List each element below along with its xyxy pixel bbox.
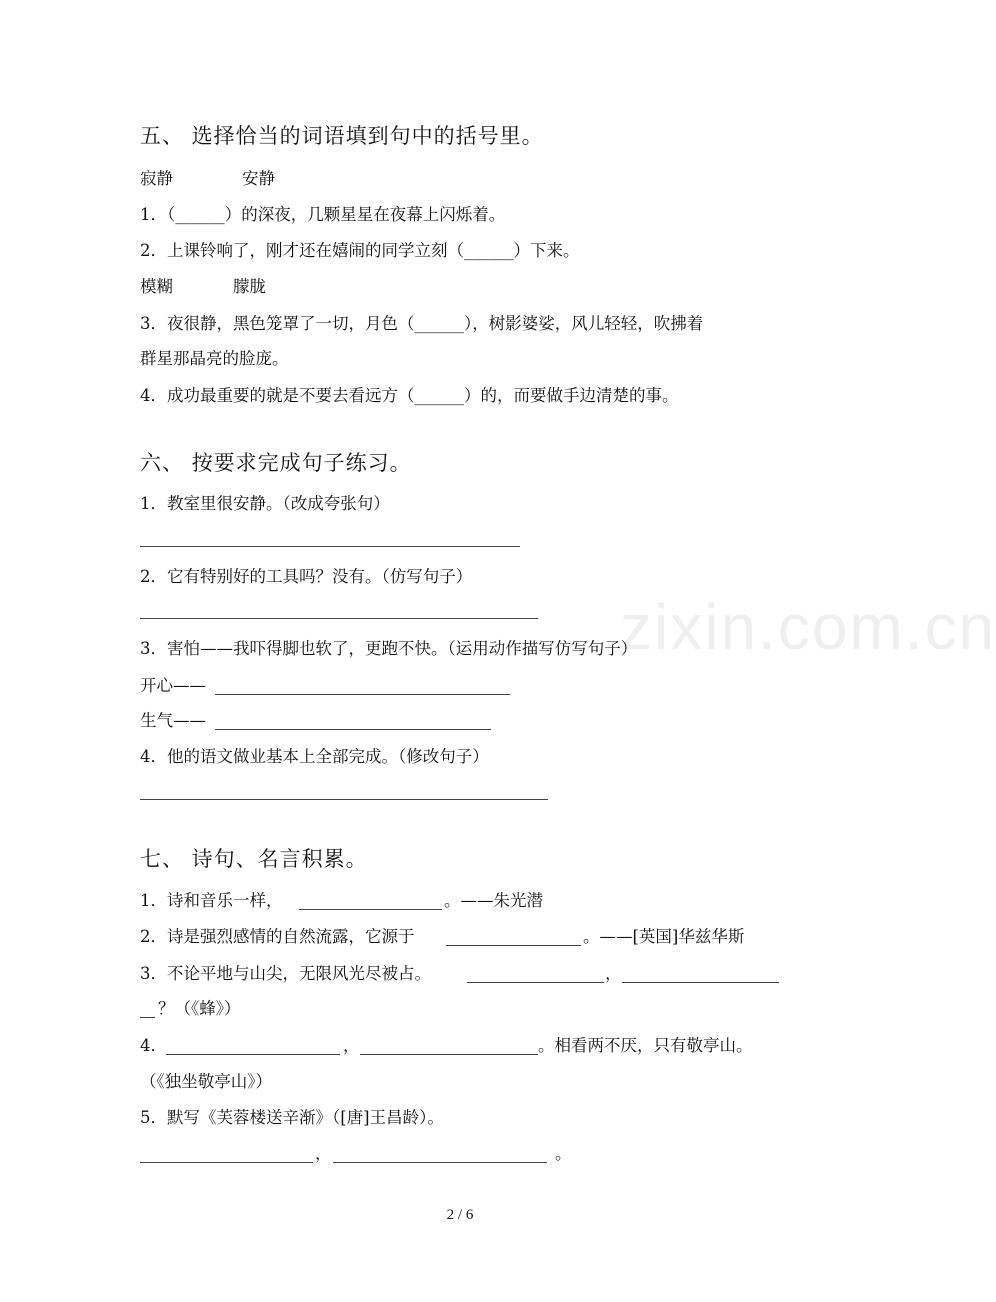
section-7-title: 七、 诗句、名言积累。 bbox=[140, 847, 368, 871]
answer-line[interactable] bbox=[140, 546, 520, 547]
question-6-1: 1．教室里很安静。（改成夸张句） bbox=[140, 494, 390, 513]
comma: ， bbox=[605, 964, 622, 983]
section-6-title: 六、 按要求完成句子练习。 bbox=[140, 451, 412, 475]
question-7-2-source: 。——[英国]华兹华斯 bbox=[583, 927, 745, 946]
answer-line[interactable] bbox=[166, 1054, 340, 1055]
page-number: 2 / 6 bbox=[446, 1207, 474, 1223]
answer-line[interactable] bbox=[140, 1162, 313, 1163]
comma: ， bbox=[343, 1036, 360, 1055]
word-option: 寂静 bbox=[140, 169, 173, 188]
question-6-2: 2．它有特别好的工具吗？没有。（仿写句子） bbox=[140, 567, 473, 586]
question-6-3-angry: 生气—— bbox=[140, 711, 206, 730]
word-option: 安静 bbox=[242, 169, 275, 188]
question-7-3: 3．不论平地与山尖，无限风光尽被占。 bbox=[140, 964, 431, 983]
watermark: zixin.com.cn bbox=[620, 591, 996, 663]
answer-line[interactable] bbox=[622, 982, 779, 983]
question-7-1: 1．诗和音乐一样， bbox=[140, 891, 283, 910]
answer-line[interactable] bbox=[467, 982, 604, 983]
answer-line[interactable] bbox=[140, 618, 538, 619]
answer-line[interactable] bbox=[360, 1054, 538, 1055]
section-5-title: 五、 选择恰当的词语填到句中的括号里。 bbox=[140, 124, 544, 148]
question-5-2: 2．上课铃响了，刚才还在嬉闹的同学立刻（______）下来。 bbox=[140, 241, 580, 260]
word-option: 朦胧 bbox=[233, 277, 266, 296]
answer-line[interactable] bbox=[140, 1017, 155, 1018]
answer-line[interactable] bbox=[333, 1162, 547, 1163]
question-6-3: 3．害怕——我吓得脚也软了，更跑不快。（运用动作描写仿写句子） bbox=[140, 639, 638, 658]
answer-line[interactable] bbox=[299, 909, 442, 910]
question-7-3-source: ？（《蜂》） bbox=[158, 999, 241, 1018]
answer-line[interactable] bbox=[446, 945, 581, 946]
answer-line[interactable] bbox=[215, 729, 491, 730]
period: 。 bbox=[555, 1144, 572, 1163]
question-7-1-source: 。——朱光潜 bbox=[444, 891, 543, 910]
question-5-1: 1．（______）的深夜，几颗星星在夜幕上闪烁着。 bbox=[140, 205, 506, 224]
question-7-5: 5．默写《芙蓉楼送辛渐》（[唐]王昌龄）。 bbox=[140, 1108, 444, 1127]
question-5-4: 4．成功最重要的就是不要去看远方（______）的，而要做手边清楚的事。 bbox=[140, 386, 679, 405]
word-option: 模糊 bbox=[140, 277, 173, 296]
question-7-4-source: （《独坐敬亭山》） bbox=[140, 1072, 272, 1091]
comma: ， bbox=[315, 1144, 332, 1163]
question-5-3-cont: 群星那晶亮的脸庞。 bbox=[140, 349, 289, 368]
answer-line[interactable] bbox=[215, 694, 510, 695]
question-7-2: 2．诗是强烈感情的自然流露，它源于 bbox=[140, 927, 415, 946]
question-7-4: 4． bbox=[140, 1036, 167, 1055]
question-7-4-text: 。相看两不厌，只有敬亭山。 bbox=[538, 1036, 753, 1055]
question-6-4: 4．他的语文做业基本上全部完成。（修改句子） bbox=[140, 747, 489, 766]
answer-line[interactable] bbox=[140, 799, 548, 800]
question-5-3: 3．夜很静，黑色笼罩了一切，月色（______），树影婆娑，风儿轻轻，吹拂着 bbox=[140, 314, 704, 333]
question-6-3-happy: 开心—— bbox=[140, 676, 206, 695]
